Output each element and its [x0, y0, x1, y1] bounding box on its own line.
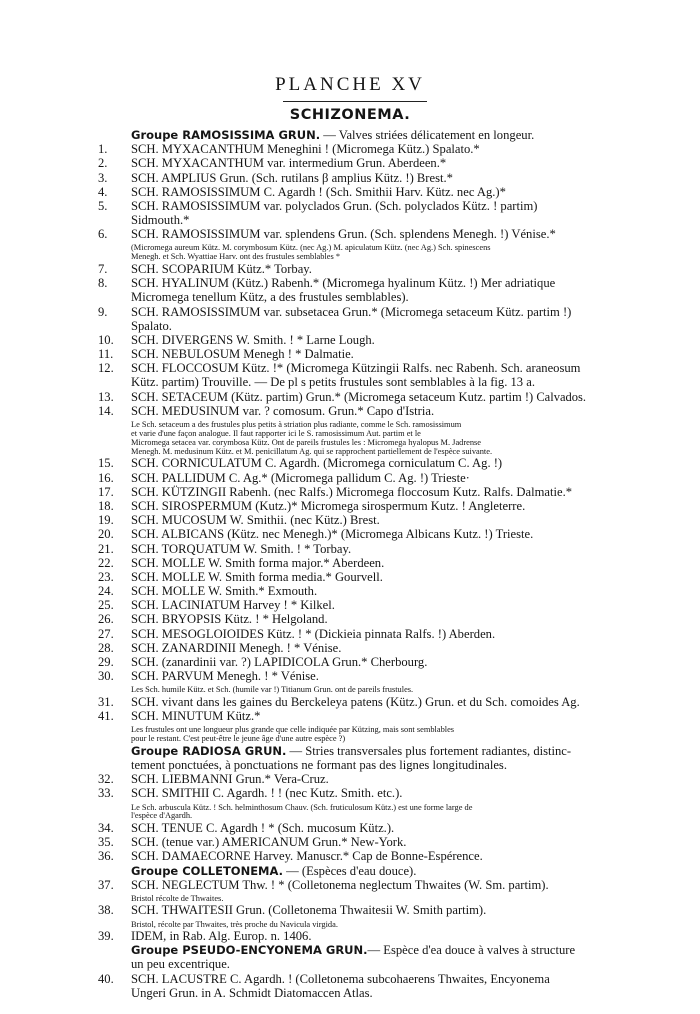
entry-line: SCH. (zanardinii var. ?) LAPIDICOLA Grun.* Cherbourg. — [131, 655, 428, 670]
entry-line: SCH. SIROSPERMUM (Kutz.)* Micromega sirospermum Kutz. ! Angleterre. — [131, 499, 526, 514]
entry-note: Micromega setacea var. corymbosa Kütz. Ont de pareils frustules les : Micromega hyalopus M. Jadrense — [131, 437, 482, 447]
entry-number: 18. — [98, 499, 114, 514]
entry-line: Micromega tenellum Kütz, a des frustules semblables). — [131, 290, 409, 305]
entry-note: Menegh. M. medusinum Kütz. et M. penicillatum Ag. qui se rapprochent partiellement de l'espèce suivante. — [131, 446, 493, 456]
entry-line: SCH. MYXACANTHUM var. intermedium Grun. Aberdeen.* — [131, 156, 447, 171]
group-heading — [131, 744, 586, 758]
group-description: — (Espèces d'eau douce). — [283, 863, 417, 878]
entry-note: Bristol, récolte par Thwaites, très proche du Navicula virgida. — [131, 919, 338, 929]
entry-line: SCH. MOLLE W. Smith forma media.* Gourvell. — [131, 569, 383, 584]
entry-number: 1. — [98, 142, 108, 157]
entry-number: 27. — [98, 626, 114, 641]
entry-line: SCH. NEGLECTUM Thw. ! * (Colletonema neglectum Thwaites (W. Sm. partim). — [131, 877, 549, 892]
entry-line: SCH. ALBICANS (Kütz. nec Menegh.)* (Micromega Albicans Kutz. !) Trieste. — [131, 527, 534, 542]
entry-number: 29. — [98, 655, 114, 670]
entry-number: 8. — [98, 276, 108, 291]
entry-note: et varie d'une façon analogue. Il faut rapporter ici le S. ramosissimum Aut. partim et le — [131, 428, 421, 438]
entry-line: SCH. SETACEUM (Kütz. partim) Grun.* (Micromega setaceum Kutz. partim !) Calvados. — [131, 389, 587, 404]
entry-number: 9. — [98, 304, 108, 319]
entry-line: SCH. SCOPARIUM Kütz.* Torbay. — [131, 261, 312, 276]
group-name: Groupe COLLETONEMA. — [131, 863, 283, 878]
entry-number: 25. — [98, 598, 114, 613]
entry-line: Sidmouth.* — [131, 213, 190, 228]
entry-line: Kütz. partim) Trouville. — De pl s petits frustules sont semblables à la fig. 13 a. — [131, 375, 535, 390]
plate-title: PLANCHE XV — [275, 74, 425, 95]
entry-number: 41. — [98, 709, 114, 724]
entry-line: SCH. MOLLE W. Smith forma major.* Aberdeen. — [131, 555, 385, 570]
entry-line: SCH. PARVUM Menegh. ! * Vénise. — [131, 669, 319, 684]
entry-number: 19. — [98, 513, 114, 528]
entry-line: SCH. RAMOSISSIMUM C. Agardh ! (Sch. Smithii Harv. Kütz. nec Ag.)* — [131, 184, 506, 199]
genus-heading: SCHIZONEMA. — [289, 107, 411, 123]
entry-line: SCH. FLOCCOSUM Kütz. !* (Micromega Kützingii Ralfs. nec Rabenh. Sch. araneosum — [131, 361, 581, 376]
entry-number: 31. — [98, 694, 114, 709]
entry-number: 5. — [98, 198, 108, 213]
entry-note: (Micromega aureum Kütz. M. corymbosum Kütz. (nec Ag.) M. apiculatum Kütz. (nec Ag.) Sch. spinescens — [131, 243, 491, 253]
entry-line: SCH. TENUE C. Agardh ! * (Sch. mucosum Kütz.). — [131, 820, 395, 835]
entry-note: Bristol récolte de Thwaites. — [131, 893, 224, 903]
entry-number: 36. — [98, 849, 114, 864]
title-rule — [283, 101, 427, 102]
entry-line: SCH. LACINIATUM Harvey ! * Kilkel. — [131, 598, 335, 613]
entry-number: 40. — [98, 971, 114, 986]
entry-number: 6. — [98, 227, 108, 242]
entry-line: Spalato. — [131, 318, 172, 333]
entry-number: 26. — [98, 612, 114, 627]
entry-line: SCH. KÜTZINGII Rabenh. (nec Ralfs.) Micromega floccosum Kutz. Ralfs. Dalmatie.* — [131, 484, 573, 499]
entry-number: 32. — [98, 772, 114, 787]
entry-line: SCH. HYALINUM (Kütz.) Rabenh.* (Micromega hyalinum Kütz. !) Mer adriatique — [131, 276, 556, 291]
entry-number: 39. — [98, 929, 114, 944]
entry-number: 20. — [98, 527, 114, 542]
group-description: — Espèce d'ea douce à valves à structure — [367, 943, 576, 958]
entry-number: 11. — [98, 347, 114, 362]
entry-line: SCH. SMITHII C. Agardh. ! ! (nec Kutz. Smith. etc.). — [131, 786, 403, 801]
entry-number: 37. — [98, 877, 114, 892]
entry-number: 23. — [98, 569, 114, 584]
entry-number: 7. — [98, 261, 108, 276]
entry-note: Menegh. et Sch. Wyattiae Harv. ont des frustules semblables * — [131, 252, 341, 262]
entry-line: SCH. MESOGLOIOIDES Kütz. ! * (Dickieia pinnata Ralfs. !) Aberden. — [131, 626, 496, 641]
entry-line: SCH. DIVERGENS W. Smith. ! * Larne Lough. — [131, 332, 375, 347]
entry-number: 3. — [98, 170, 108, 185]
entry-line: SCH. MUCOSUM W. Smithii. (nec Kütz.) Brest. — [131, 513, 380, 528]
entry-number: 35. — [98, 835, 114, 850]
group-heading — [131, 864, 586, 878]
entry-line: SCH. AMPLIUS Grun. (Sch. rutilans β amplius Kütz. !) Brest.* — [131, 170, 453, 185]
entry-number: 28. — [98, 640, 114, 655]
entry-number: 24. — [98, 584, 114, 599]
entry-line: SCH. THWAITESII Grun. (Colletonema Thwaitesii W. Smith partim). — [131, 903, 487, 918]
entry-line: SCH. CORNICULATUM C. Agardh. (Micromega corniculatum C. Ag. !) — [131, 456, 503, 471]
entry-number: 38. — [98, 903, 114, 918]
entry-line: SCH. BRYOPSIS Kütz. ! * Helgoland. — [131, 612, 328, 627]
entry-line: SCH. PALLIDUM C. Ag.* (Micromega pallidum C. Ag. !) Trieste· — [131, 470, 470, 485]
entry-line: SCH. MOLLE W. Smith.* Exmouth. — [131, 584, 318, 599]
entry-line: SCH. TORQUATUM W. Smith. ! * Torbay. — [131, 541, 352, 556]
entry-number: 22. — [98, 555, 114, 570]
entry-number: 17. — [98, 484, 114, 499]
entry-line: SCH. LACUSTRE C. Agardh. ! (Colletonema subcohaerens Thwaites, Encyonema — [131, 971, 550, 986]
entry-number: 33. — [98, 786, 114, 801]
group-name: Groupe PSEUDO-ENCYONEMA GRUN. — [131, 943, 368, 958]
entry-number: 15. — [98, 456, 114, 471]
entry-number: 30. — [98, 669, 114, 684]
entry-number: 21. — [98, 541, 114, 556]
entry-number: 13. — [98, 389, 114, 404]
entry-note: Le Sch. arbuscula Kütz. ! Sch. helminthosum Chauv. (Sch. fruticulosum Kütz.) est une forme large de — [131, 802, 473, 812]
entry-note: Les frustules ont une longueur plus grande que celle indiquée par Kützing, mais sont semblables — [131, 725, 455, 735]
entry-line: SCH. RAMOSISSIMUM var. polyclados Grun. (Sch. polyclados Kütz. ! partim) — [131, 198, 538, 213]
entry-line: SCH. vivant dans les gaines du Berckeleya patens (Kütz.) Grun. et du Sch. comoides Ag. — [131, 694, 580, 709]
entry-number: 2. — [98, 156, 108, 171]
group-name: Groupe RAMOSISSIMA GRUN. — [131, 128, 321, 142]
entry-note: pour le restant. C'est peut-être le jeune âge d'une autre espèce ?) — [131, 734, 346, 744]
entry-line: SCH. (tenue var.) AMERICANUM Grun.* New-York. — [131, 835, 407, 850]
entry-number: 4. — [98, 184, 108, 199]
entry-line: SCH. DAMAECORNE Harvey. Manuscr.* Cap de Bonne-Espérence. — [131, 849, 483, 864]
entry-note: Les Sch. humile Kütz. et Sch. (humile var !) Titianum Grun. ont de pareils frustules. — [131, 685, 414, 695]
entry-number: 14. — [98, 403, 114, 418]
group-description: — Stries transversales plus fortement radiantes, distinc- — [286, 743, 572, 758]
entry-line: IDEM, in Rab. Alg. Europ. n. 1406. — [131, 929, 312, 944]
entry-number: 34. — [98, 820, 114, 835]
entry-line: SCH. RAMOSISSIMUM var. splendens Grun. (Sch. splendens Menegh. !) Vénise.* — [131, 227, 556, 242]
group-heading — [131, 943, 586, 957]
entry-line: SCH. MINUTUM Kütz.* — [131, 709, 261, 724]
entry-line: SCH. NEBULOSUM Menegh ! * Dalmatie. — [131, 347, 354, 362]
entry-number: 10. — [98, 332, 114, 347]
group-description: — Valves striées délicatement en longeur. — [320, 128, 535, 142]
entry-line: un peu excentrique. — [131, 957, 230, 972]
entry-line: SCH. LIEBMANNI Grun.* Vera-Cruz. — [131, 772, 329, 787]
entry-number: 16. — [98, 470, 114, 485]
entry-line: SCH. MYXACANTHUM Meneghini ! (Micromega Kütz.) Spalato.* — [131, 142, 480, 157]
entry-line: Ungeri Grun. in A. Schmidt Diatomaccen Atlas. — [131, 985, 373, 1000]
entry-line: SCH. MEDUSINUM var. ? comosum. Grun.* Capo d'Istria. — [131, 403, 435, 418]
entry-line: SCH. RAMOSISSIMUM var. subsetacea Grun.* (Micromega setaceum Kütz. partim !) — [131, 304, 572, 319]
group-heading — [131, 128, 586, 142]
entry-note: l'espèce d'Agardh. — [131, 811, 193, 821]
entry-note: Le Sch. setaceum a des frustules plus petits à striation plus radiante, comme le Sch. ramosissimum — [131, 419, 462, 429]
entry-line: SCH. ZANARDINII Menegh. ! * Vénise. — [131, 640, 342, 655]
group-name: Groupe RADIOSA GRUN. — [131, 743, 287, 758]
entry-line: tement ponctuées, à ponctuations ne formant pas des lignes longitudinales. — [131, 757, 507, 772]
entry-number: 12. — [98, 361, 114, 376]
